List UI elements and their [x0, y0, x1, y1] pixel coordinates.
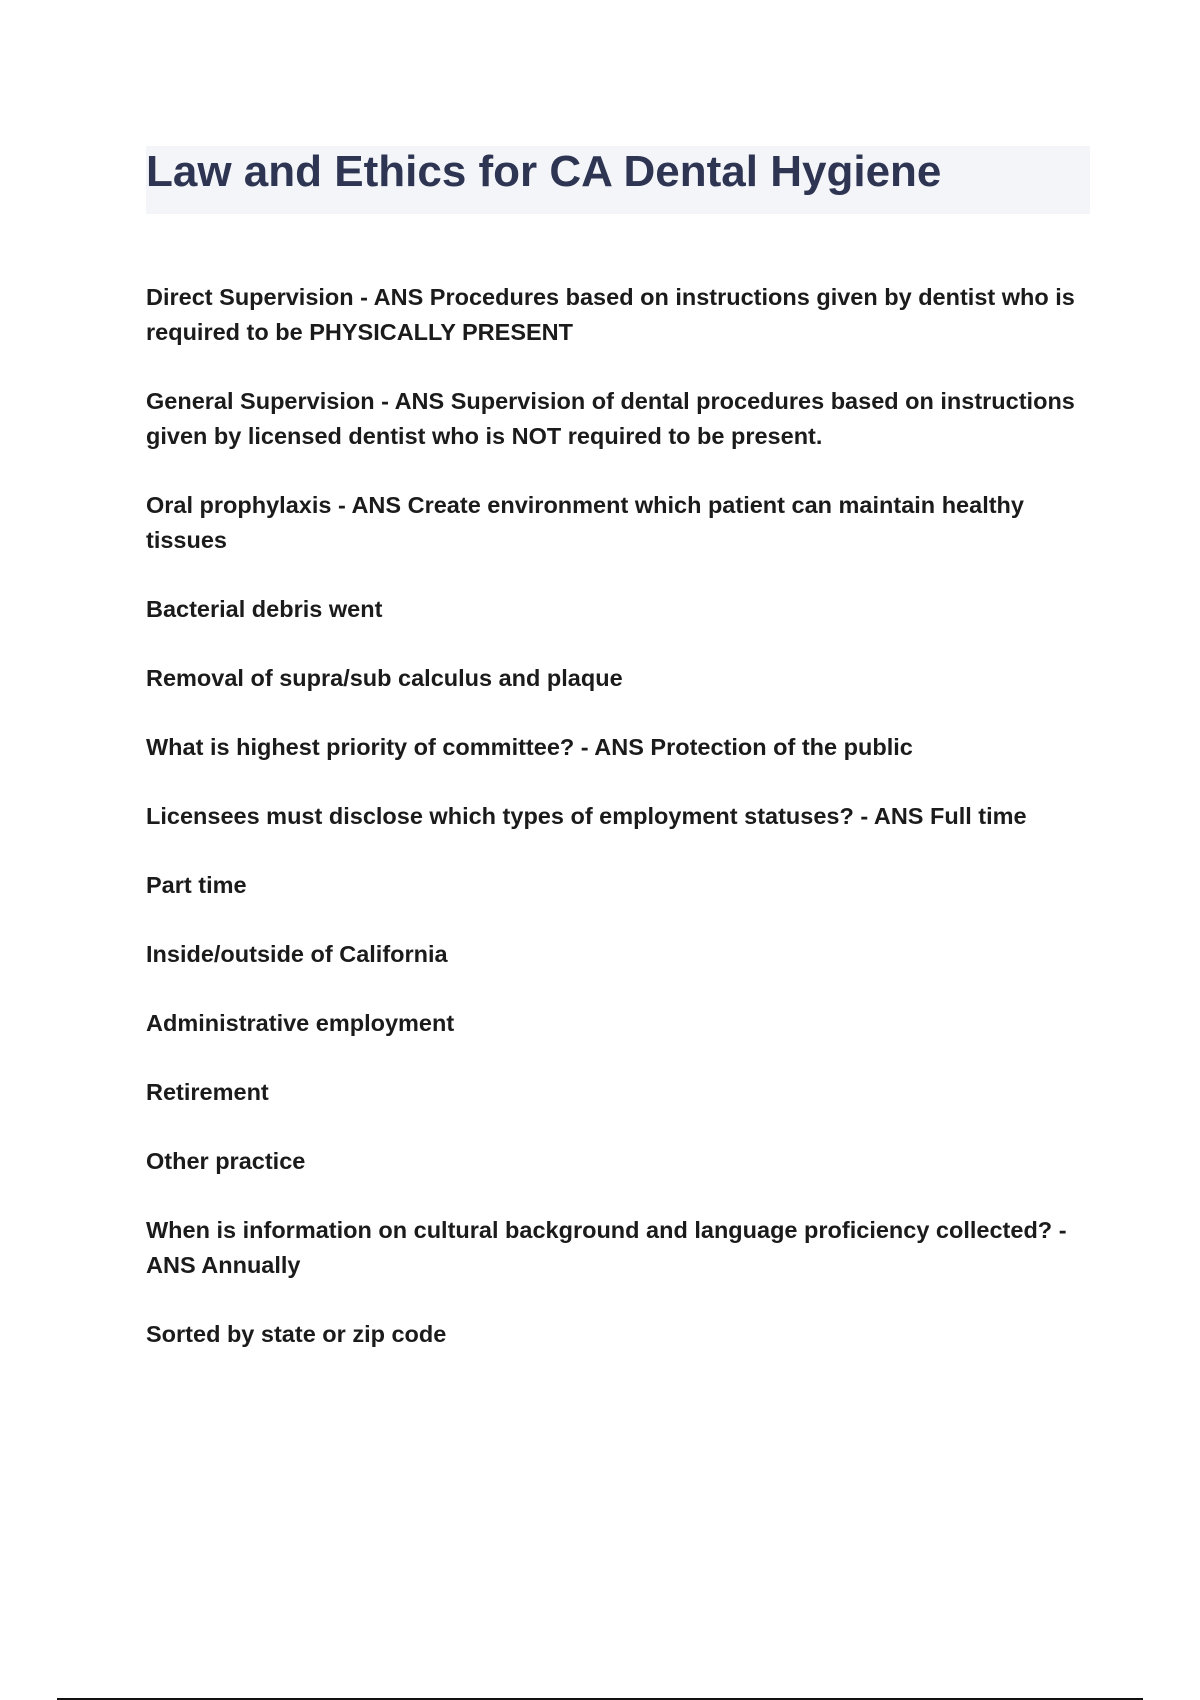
- title-banner: [146, 146, 1090, 214]
- entry-employment-statuses: Licensees must disclose which types of employment statuses? - ANS Full time: [146, 803, 1027, 829]
- entry-retirement: Retirement: [146, 1079, 269, 1105]
- entry-inside-outside-california: Inside/outside of California: [146, 941, 448, 967]
- entry-oral-prophylaxis: Oral prophylaxis - ANS Create environment which patient can maintain healthy tissues: [146, 492, 1024, 553]
- document-body: [146, 280, 1086, 1386]
- entry-direct-supervision: Direct Supervision - ANS Procedures based on instructions given by dentist who is required to be PHYSICALLY PRESENT: [146, 284, 1075, 345]
- page-title: Law and Ethics for CA Dental Hygiene: [146, 147, 942, 196]
- entry-committee-priority: What is highest priority of committee? - ANS Protection of the public: [146, 734, 913, 760]
- entry-removal-calculus: Removal of supra/sub calculus and plaque: [146, 665, 623, 691]
- entry-administrative-employment: Administrative employment: [146, 1010, 455, 1036]
- entry-sorted-by-state: Sorted by state or zip code: [146, 1321, 447, 1347]
- entry-cultural-background: When is information on cultural background and language proficiency collected? - ANS Annually: [146, 1217, 1067, 1278]
- entry-part-time: Part time: [146, 872, 247, 898]
- entry-other-practice: Other practice: [146, 1148, 306, 1174]
- entry-general-supervision: General Supervision - ANS Supervision of dental procedures based on instructions given by licensed dentist who is NOT required to be present.: [146, 388, 1075, 449]
- entry-bacterial-debris: Bacterial debris went: [146, 596, 383, 622]
